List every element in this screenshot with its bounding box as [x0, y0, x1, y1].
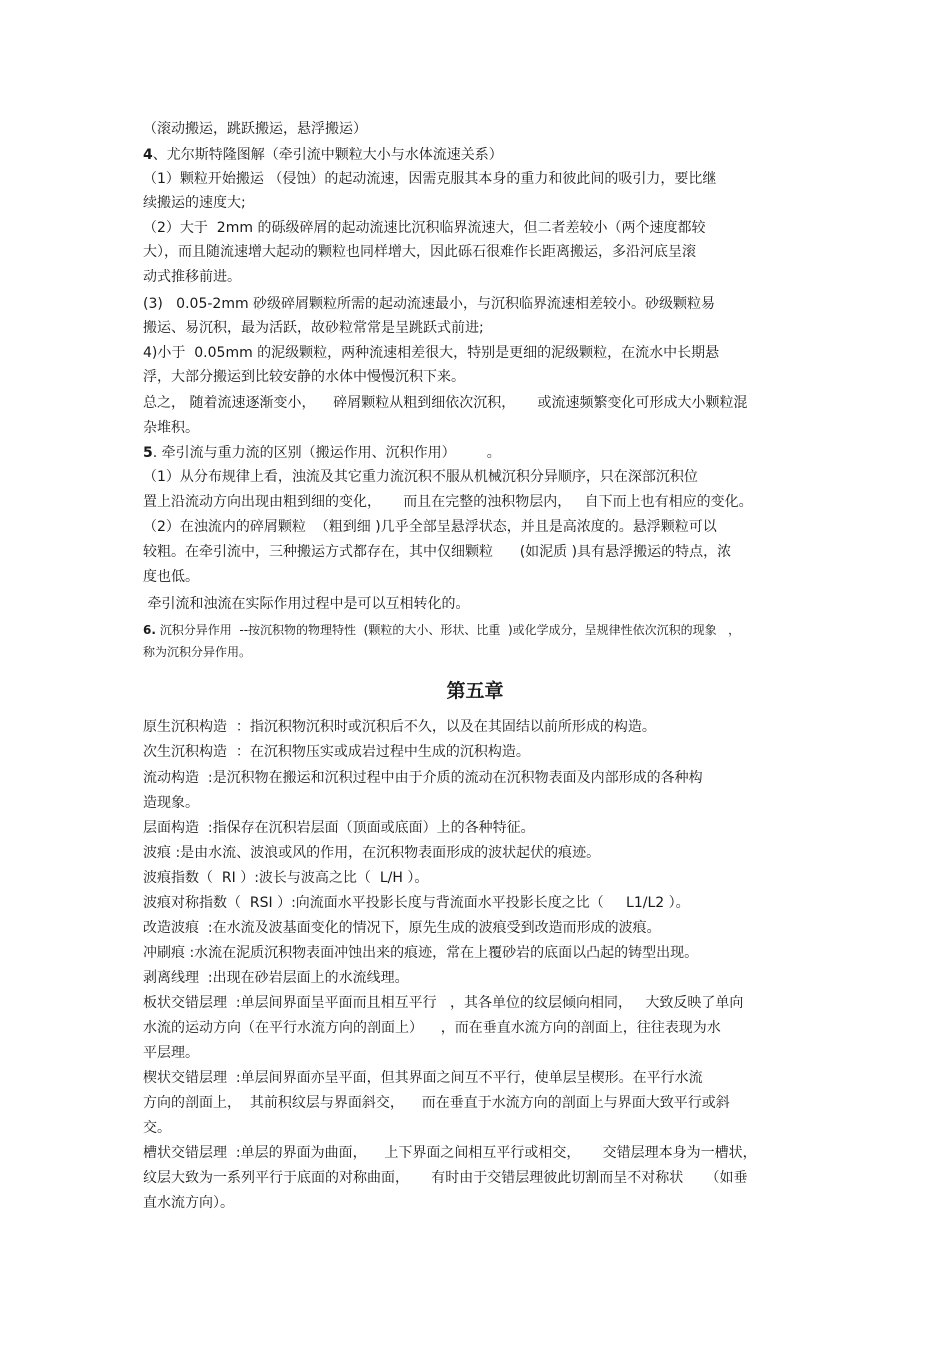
section-4-number: 4	[143, 147, 153, 163]
term-flow-structure-line1: 流动构造 :是沉积物在搬运和沉积过程中由于介质的流动在沉积物表面及内部形成的各种构	[143, 770, 703, 786]
section-6-line1	[143, 621, 740, 639]
section-6-definition: 沉积分异作用 --按沉积物的物理特性 (颗粒的大小、形状、比重 )或化学成分，呈规律性依次沉积的现象 ，	[155, 623, 741, 637]
s4-summary-line2: 杂堆积。	[143, 420, 199, 436]
s5-p1-line1: （1）从分布规律上看，浊流及其它重力流沉积不服从机械沉积分异顺序，只在深部沉积位	[143, 469, 698, 485]
term-trough-cross-bedding-line2: 纹层大致为一系列平行于底面的对称曲面， 有时由于交错层理彼此切割而呈不对称状 （如垂	[143, 1170, 748, 1186]
s4-summary-line1: 总之， 随着流速逐渐变小， 碎屑颗粒从粗到细依次沉积， 或流速频繁变化可形成大小颗粒混	[143, 395, 748, 411]
section-4-title: 、尤尔斯特隆图解（牵引流中颗粒大小与水体流速关系）	[152, 147, 503, 163]
term-planar-cross-bedding-line2: 水流的运动方向（在平行水流方向的剖面上） ，而在垂直水流方向的剖面上，往往表现为水	[143, 1020, 721, 1036]
term-ripple-symmetry-index: 波痕对称指数（ RSI ）:向流面水平投影长度与背流面水平投影长度之比（ L1/L2 ）。	[143, 895, 690, 911]
transport-modes-line: （滚动搬运，跳跃搬运，悬浮搬运）	[143, 121, 367, 137]
section-4-heading	[143, 146, 503, 164]
s4-p4-line2: 浮，大部分搬运到比较安静的水体中慢慢沉积下来。	[143, 369, 465, 385]
s5-p2-line3: 度也低。	[143, 569, 199, 585]
s5-p3-line1: 牵引流和浊流在实际作用过程中是可以互相转化的。	[143, 596, 470, 612]
term-wedge-cross-bedding-line2: 方向的剖面上， 其前积纹层与界面斜交， 而在垂直于水流方向的剖面上与界面大致平行或斜	[143, 1095, 730, 1111]
term-primary-structure: 原生沉积构造 ：指沉积物沉积时或沉积后不久，以及在其固结以前所形成的构造。	[143, 719, 656, 735]
term-modified-ripple: 改造波痕 :在水流及波基面变化的情况下，原先生成的波痕受到改造而形成的波痕。	[143, 920, 661, 936]
s5-p1-line2: 置上沿流动方向出现由粗到细的变化， 而且在完整的浊积物层内， 自下而上也有相应的变化。	[143, 494, 753, 510]
s4-p2-line1: （2）大于 2mm 的砾级碎屑的起动流速比沉积临界流速大，但二者差较小（两个速度都较	[143, 220, 706, 236]
s5-p2-line1: （2）在浊流内的碎屑颗粒 （粗到细 )几乎全部呈悬浮状态，并且是高浓度的。悬浮颗粒可以	[143, 519, 717, 535]
term-wedge-cross-bedding-line1: 楔状交错层理 :单层间界面亦呈平面，但其界面之间互不平行，使单层呈楔形。在平行水流	[143, 1070, 703, 1086]
term-planar-cross-bedding-line3: 平层理。	[143, 1045, 199, 1061]
term-trough-cross-bedding-line3: 直水流方向）。	[143, 1195, 234, 1211]
s4-p1-line1: （1）颗粒开始搬运 （侵蚀）的起动流速，因需克服其本身的重力和彼此间的吸引力，要比继	[143, 171, 717, 187]
s4-p2-line2: 大），而且随流速增大起动的颗粒也同样增大，因此砾石很难作长距离搬运，多沿河底呈滚	[143, 244, 696, 260]
s4-p2-line3: 动式推移前进。	[143, 269, 241, 285]
term-secondary-structure: 次生沉积构造 ：在沉积物压实或成岩过程中生成的沉积构造。	[143, 744, 530, 760]
term-parting-lineation: 剥离线理 :出现在砂岩层面上的水流线理。	[143, 970, 409, 986]
s4-p3-line1: (3) 0.05-2mm 砂级碎屑颗粒所需的起动流速最小，与沉积临界流速相差较小。砂级颗粒易	[143, 296, 716, 312]
term-ripple-index: 波痕指数（ RI ）:波长与波高之比（ L/H ）。	[143, 870, 429, 886]
term-wedge-cross-bedding-line3: 交。	[143, 1120, 171, 1136]
s5-p2-line2: 较粗。在牵引流中，三种搬运方式都存在，其中仅细颗粒 (如泥质 )具有悬浮搬运的特点，浓	[143, 544, 732, 560]
term-flow-structure-line2: 造现象。	[143, 795, 199, 811]
section-5-number: 5	[143, 445, 153, 461]
term-planar-cross-bedding-line1: 板状交错层理 :单层间界面呈平面而且相互平行 ，其各单位的纹层倾向相同， 大致反映了单向	[143, 995, 744, 1011]
section-6-number: 6.	[143, 623, 156, 637]
term-scour-mark: 冲刷痕 :水流在泥质沉积物表面冲蚀出来的痕迹，常在上覆砂岩的底面以凸起的铸型出现。	[143, 945, 699, 961]
section-5-title: . 牵引流与重力流的区别（搬运作用、沉积作用） 。	[152, 445, 501, 461]
section-6-line2: 称为沉积分异作用。	[143, 645, 252, 659]
s4-p4-line1: 4)小于 0.05mm 的泥级颗粒，两种流速相差很大，特别是更细的泥级颗粒，在流水中长期悬	[143, 345, 720, 361]
s4-p1-line2: 续搬运的速度大;	[143, 195, 246, 211]
term-ripple-mark: 波痕 :是由水流、波浪或风的作用，在沉积物表面形成的波状起伏的痕迹。	[143, 845, 601, 861]
s4-p3-line2: 搬运、易沉积，最为活跃，故砂粒常常是呈跳跃式前进;	[143, 320, 484, 336]
term-bedding-surface: 层面构造 :指保存在沉积岩层面（顶面或底面）上的各种特征。	[143, 820, 535, 836]
chapter-title: 第五章	[446, 680, 504, 702]
term-trough-cross-bedding-line1: 槽状交错层理 :单层的界面为曲面， 上下界面之间相互平行或相交， 交错层理本身为一槽状，	[143, 1145, 757, 1161]
section-5-heading	[143, 444, 501, 462]
